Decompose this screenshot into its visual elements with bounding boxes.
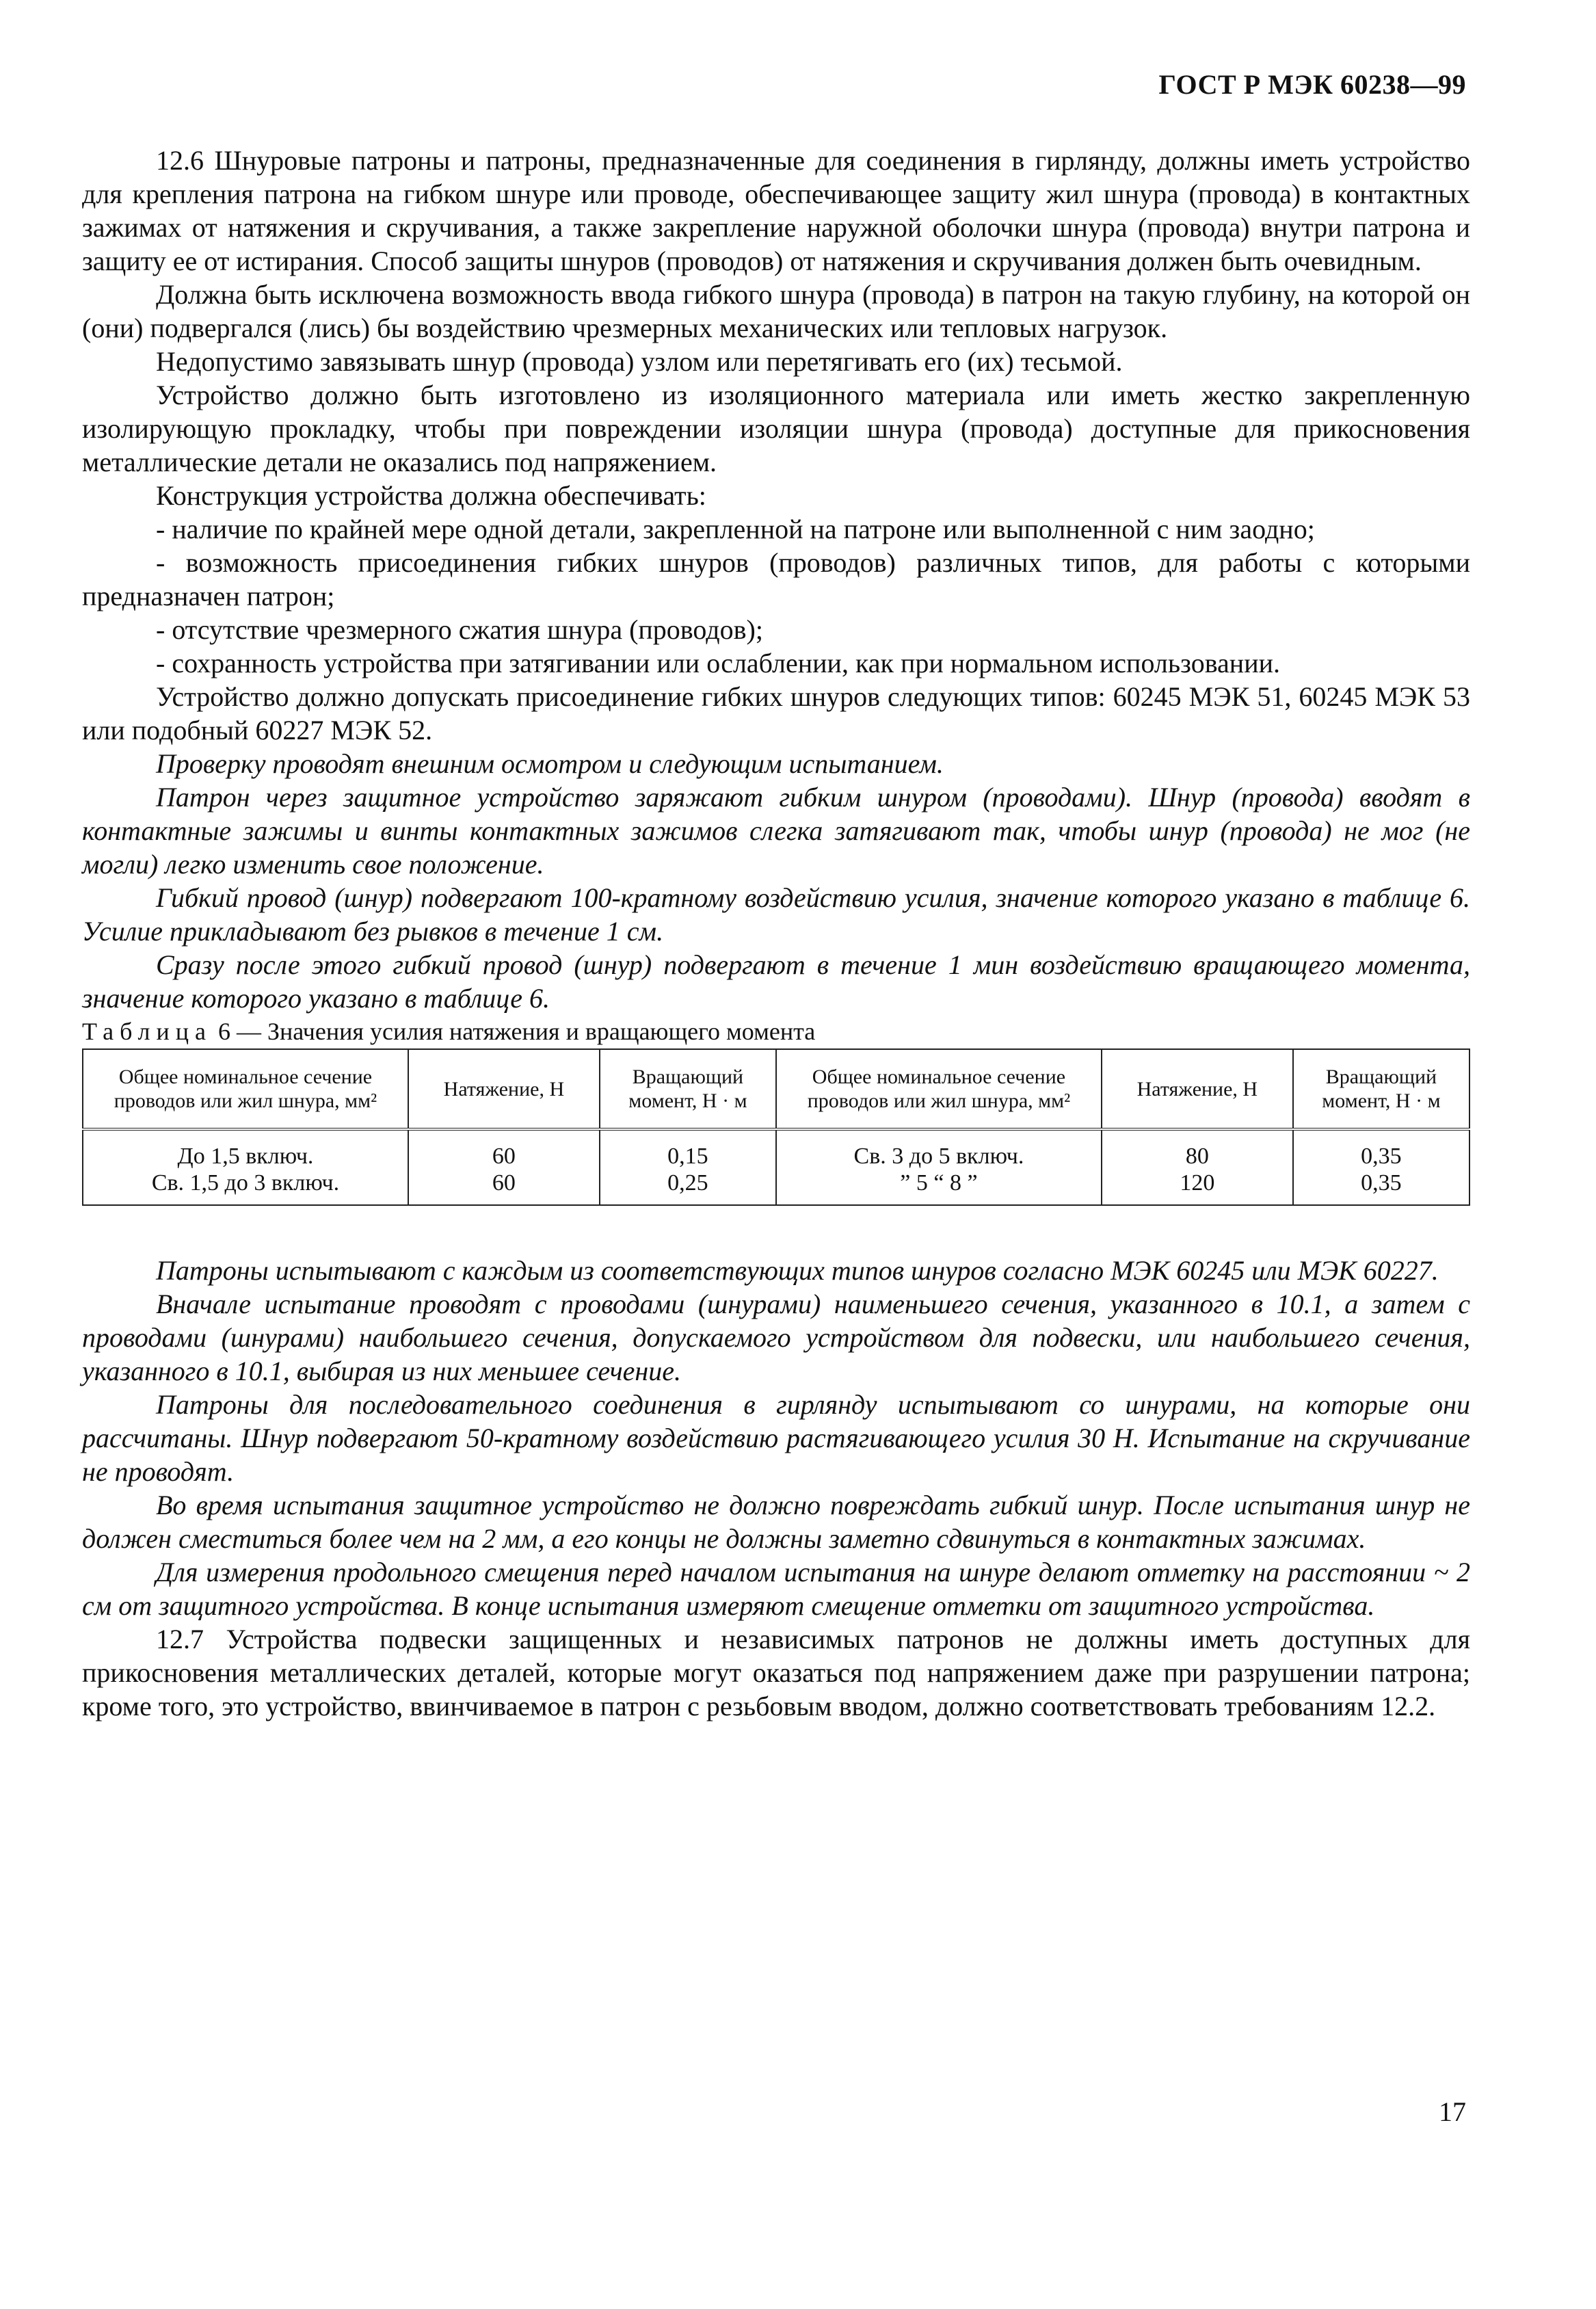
table-cell (83, 1129, 408, 1205)
table-caption-text: 6 — Значения усилия натяжения и вращающего момента (217, 1018, 816, 1045)
cell-line: 0,35 (1361, 1144, 1402, 1169)
paragraph: Устройство должно допускать присоединение гибких шнуров следующих типов: 60245 МЭК 51, 60245 МЭК 53 или подобный 60227 МЭК 52. (82, 681, 1470, 746)
paragraph-italic: Для измерения продольного смещения перед началом испытания на шнуре делают отметку на расстоянии ~ 2 см от защитного устройства. В конце испытания измеряют смещение отметки от защитного устройства. (82, 1557, 1470, 1621)
cell-line: 0,35 (1361, 1170, 1402, 1196)
cell-line: Св. 3 до 5 включ. (853, 1144, 1024, 1169)
column-header: Натяжение, Н (408, 1049, 600, 1129)
cell-line: 60 (492, 1170, 516, 1196)
column-header: Вращающий момент, Н · м (1293, 1049, 1469, 1129)
paragraph-italic: Гибкий провод (шнур) подвергают 100-кратному воздействию усилия, значение которого указано в таблице 6. Усилие прикладывают без рывков в течение 1 см. (82, 882, 1470, 947)
paragraph: Должна быть исключена возможность ввода гибкого шнура (провода) в патрон на такую глубину, на которой он (они) подвергался (лись) бы воздействию чрезмерных механических или тепловых нагрузок. (82, 279, 1470, 343)
cell-line: 0,25 (667, 1170, 708, 1196)
cell-line: 80 (1185, 1144, 1209, 1169)
table-cell (1102, 1129, 1293, 1205)
table-header-row (83, 1049, 1469, 1129)
paragraph-italic: Вначале испытание проводят с проводами (шнурами) наименьшего сечения, указанного в 10.1, а затем с проводами (шнурами) наибольшего сечения, допускаемого устройством для подвески, или наибольшего сечения, указанного в 10.1, выбирая из них меньшее сечение. (82, 1289, 1470, 1386)
cell-line: 60 (492, 1144, 516, 1169)
paragraph-italic: Сразу после этого гибкий провод (шнур) подвергают в течение 1 мин воздействию вращающего момента, значение которого указано в таблице 6. (82, 949, 1470, 1014)
table-caption-label: Таблица (82, 1018, 212, 1045)
table-cell (776, 1129, 1102, 1205)
paragraph: 12.7 Устройства подвески защищенных и независимых патронов не должны иметь доступных для прикосновения металлических деталей, которые могут оказаться под напряжением даже при разрушении патрона; кроме того, это устройство, ввинчиваемое в патрон с резьбовым вводом, должно соответствовать требованиям 12.2. (82, 1624, 1470, 1721)
column-header: Общее номинальное сечение проводов или жил шнура, мм² (776, 1049, 1102, 1129)
list-item: - сохранность устройства при затягивании или ослаблении, как при нормальном использовании. (156, 648, 1281, 678)
column-header: Общее номинальное сечение проводов или жил шнура, мм² (83, 1049, 408, 1129)
paragraph-italic: Патроны для последовательного соединения в гирлянду испытывают со шнурами, на которые они рассчитаны. Шнур подвергают 50-кратному воздействию растягивающего усилия 30 Н. Испытание на скручивание не проводят. (82, 1389, 1470, 1487)
paragraph-italic: Во время испытания защитное устройство не должно повреждать гибкий шнур. После испытания шнур не должен сместиться более чем на 2 мм, а его концы не должны заметно сдвинуться в контактных зажимах. (82, 1490, 1470, 1554)
paragraph: Устройство должно быть изготовлено из изоляционного материала или иметь жестко закрепленную изолирующую прокладку, чтобы при повреждении изоляции шнура (провода) доступные для прикосновения металлические детали не оказались под напряжением. (82, 380, 1470, 477)
paragraph-italic: Проверку проводят внешним осмотром и следующим испытанием. (156, 748, 944, 779)
page-number: 17 (1439, 2096, 1466, 2127)
cell-line: ” 5 “ 8 ” (900, 1170, 978, 1196)
document-code-header: ГОСТ Р МЭК 60238—99 (1158, 69, 1466, 100)
list-item: - возможность присоединения гибких шнуров (проводов) различных типов, для работы с которыми предназначен патрон; (82, 547, 1470, 611)
table-cell (408, 1129, 600, 1205)
cell-line: 120 (1180, 1170, 1215, 1196)
document-body (82, 144, 1470, 1723)
table-row (83, 1129, 1469, 1205)
column-header: Натяжение, Н (1102, 1049, 1293, 1129)
cell-line: 0,15 (667, 1144, 708, 1169)
list-item: - отсутствие чрезмерного сжатия шнура (проводов); (156, 614, 763, 645)
paragraph: Недопустимо завязывать шнур (провода) узлом или перетягивать его (их) тесьмой. (156, 346, 1123, 377)
cell-line: До 1,5 включ. (177, 1144, 314, 1169)
paragraph: 12.6 Шнуровые патроны и патроны, предназначенные для соединения в гирлянду, должны иметь устройство для крепления патрона на гибком шнуре или проводе, обеспечивающее защиту жил шнура (провода) в контактных зажимах от натяжения и скручивания, а также закрепление наружной оболочки шнура (провода) внутри патрона и защиту ее от истирания. Способ защиты шнуров (проводов) от натяжения и скручивания должен быть очевидным. (82, 145, 1470, 276)
values-table (82, 1048, 1470, 1206)
table-cell (600, 1129, 776, 1205)
paragraph: Конструкция устройства должна обеспечивать: (156, 480, 706, 511)
paragraph-italic: Патрон через защитное устройство заряжают гибким шнуром (проводами). Шнур (провода) вводят в контактные зажимы и винты контактных зажимов слегка затягивают так, чтобы шнур (провода) не мог (не могли) легко изменить свое положение. (82, 782, 1470, 880)
table-cell (1293, 1129, 1469, 1205)
cell-line: Св. 1,5 до 3 включ. (151, 1170, 340, 1196)
table-caption (82, 1015, 1470, 1048)
paragraph-italic: Патроны испытывают с каждым из соответствующих типов шнуров согласно МЭК 60245 или МЭК 60227. (156, 1255, 1439, 1286)
list-item: - наличие по крайней мере одной детали, закрепленной на патроне или выполненной с ним заодно; (156, 514, 1315, 544)
column-header: Вращающий момент, Н · м (600, 1049, 776, 1129)
